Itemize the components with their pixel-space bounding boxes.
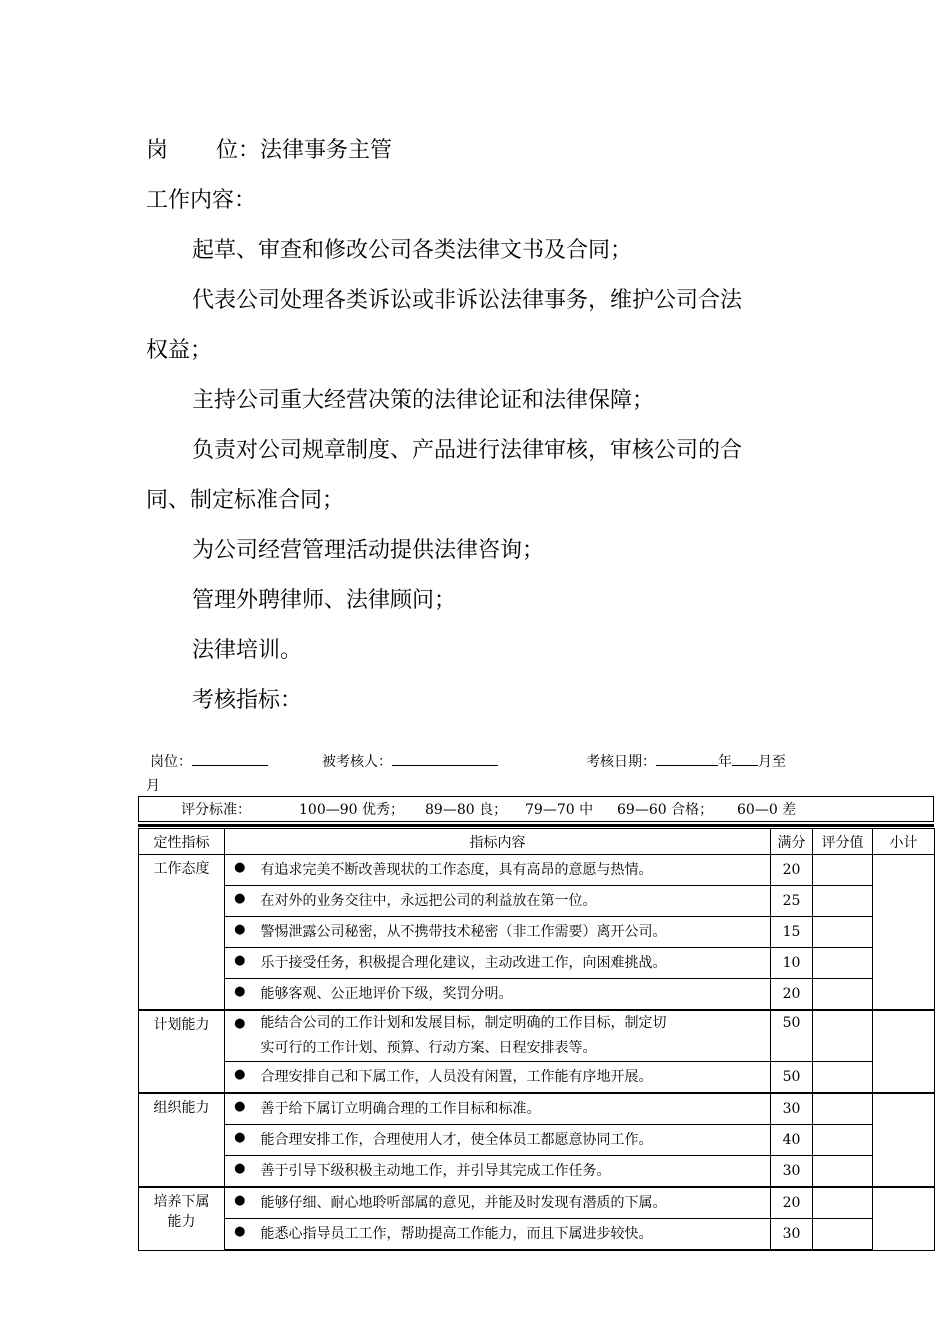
category-line2: 能力 [167, 1214, 196, 1230]
duty-item: 管理外聘律师、法律顾问； [192, 588, 457, 613]
score-input[interactable] [813, 1156, 873, 1188]
position-line [146, 136, 392, 166]
table-row [139, 979, 935, 1011]
item-text: 警惕泄露公司秘密，从不携带技术秘密（非工作需要）离开公司。 [255, 917, 771, 948]
subtotal-cell[interactable] [873, 1187, 935, 1250]
bullet-icon: ● [225, 855, 255, 886]
item-text: 在对外的业务交往中，永远把公司的利益放在第一位。 [255, 886, 771, 917]
bullet-icon: ● [225, 1219, 255, 1251]
item-text: 能悉心指导员工工作，帮助提高工作能力，而且下属进步较快。 [255, 1219, 771, 1251]
post-blank[interactable] [192, 751, 268, 766]
table-row [139, 1187, 935, 1219]
grade-average: 79—70 中 [525, 802, 594, 818]
month-to-label: 月至 [758, 754, 786, 770]
bullet-icon: ● [225, 1187, 255, 1219]
position-value: 位：法律事务主管 [216, 138, 393, 163]
header-full-score: 满分 [771, 829, 813, 855]
item-score: 40 [771, 1125, 813, 1156]
table-row [139, 1125, 935, 1156]
table-row [139, 1010, 935, 1062]
item-score: 20 [771, 979, 813, 1011]
item-score: 10 [771, 948, 813, 979]
duty-item: 起草、审查和修改公司各类法律文书及合同； [192, 238, 633, 263]
grade-excellent: 100—90 优秀； [299, 802, 404, 818]
score-input[interactable] [813, 1187, 873, 1219]
duty-item: 主持公司重大经营决策的法律论证和法律保障； [192, 388, 655, 413]
item-text: 善于引导下级积极主动地工作，并引导其完成工作任务。 [255, 1156, 771, 1188]
bullet-icon: ● [225, 917, 255, 948]
category-planning: 计划能力 [139, 1010, 225, 1093]
bullet-icon: ● [225, 1010, 255, 1062]
month-blank[interactable] [732, 751, 758, 766]
score-input[interactable] [813, 855, 873, 886]
grade-poor: 60—0 差 [737, 802, 797, 818]
bullet-icon: ● [225, 1062, 255, 1094]
subtotal-cell[interactable] [873, 1010, 935, 1093]
duty-item: 代表公司处理各类诉讼或非诉讼法律事务，维护公司合法 [192, 288, 743, 313]
table-row [139, 886, 935, 917]
score-input[interactable] [813, 1125, 873, 1156]
bullet-icon: ● [225, 1125, 255, 1156]
content-title: 工作内容： [146, 188, 257, 213]
subtotal-cell[interactable] [873, 855, 935, 1011]
position-label: 岗 [146, 138, 169, 163]
item-text-line2: 实可行的工作计划、预算、行动方案、日程安排表等。 [260, 1040, 597, 1056]
score-input[interactable] [813, 886, 873, 917]
year-blank[interactable] [656, 751, 718, 766]
category-organization: 组织能力 [139, 1093, 225, 1187]
score-input[interactable] [813, 1093, 873, 1125]
item-text: 有追求完美不断改善现状的工作态度，具有高昂的意愿与热情。 [255, 855, 771, 886]
duty-item: 法律培训。 [192, 638, 303, 663]
item-text: 能够仔细、耐心地聆听部属的意见，并能及时发现有潜质的下属。 [255, 1187, 771, 1219]
score-input[interactable] [813, 979, 873, 1011]
criteria-label: 评分标准： [181, 802, 251, 818]
item-text: 能合理安排工作，合理使用人才，使全体员工都愿意协同工作。 [255, 1125, 771, 1156]
date-label: 考核日期： [586, 754, 656, 770]
table-row [139, 1062, 935, 1094]
month-label: 月 [146, 778, 160, 794]
item-text [255, 1010, 771, 1062]
category-development [139, 1187, 225, 1250]
item-text: 善于给下属订立明确合理的工作目标和标准。 [255, 1093, 771, 1125]
item-score: 30 [771, 1219, 813, 1251]
date-field [586, 751, 786, 772]
duty-item: 为公司经营管理活动提供法律咨询； [192, 538, 545, 563]
item-score: 30 [771, 1093, 813, 1125]
item-score: 15 [771, 917, 813, 948]
item-text: 乐于接受任务，积极提合理化建议，主动改进工作，向困难挑战。 [255, 948, 771, 979]
bullet-icon: ● [225, 979, 255, 1011]
header-subtotal: 小计 [873, 829, 935, 855]
grade-pass: 69—60 合格； [617, 802, 714, 818]
score-input[interactable] [813, 917, 873, 948]
table-row [139, 1219, 935, 1251]
assessment-table [138, 828, 935, 1251]
item-score: 20 [771, 855, 813, 886]
item-text: 合理安排自己和下属工作，人员没有闲置，工作能有序地开展。 [255, 1062, 771, 1094]
table-header-row [139, 829, 935, 855]
item-score: 25 [771, 886, 813, 917]
header-category: 定性指标 [139, 829, 225, 855]
item-score: 50 [771, 1010, 813, 1062]
item-score: 50 [771, 1062, 813, 1094]
score-input[interactable] [813, 1219, 873, 1251]
bullet-icon: ● [225, 1093, 255, 1125]
score-input[interactable] [813, 948, 873, 979]
scoring-criteria [138, 796, 934, 822]
post-label: 岗位： [150, 754, 192, 770]
duty-item: 负责对公司规章制度、产品进行法律审核，审核公司的合 [192, 438, 743, 463]
bullet-icon: ● [225, 1156, 255, 1188]
item-score: 30 [771, 1156, 813, 1188]
item-text-line1: 能结合公司的工作计划和发展目标，制定明确的工作目标，制定切 [260, 1015, 667, 1031]
item-text: 能够客观、公正地评价下级，奖罚分明。 [255, 979, 771, 1011]
bullet-icon: ● [225, 886, 255, 917]
assessee-label: 被考核人： [322, 754, 392, 770]
assessee-blank[interactable] [392, 751, 498, 766]
header-content: 指标内容 [225, 829, 771, 855]
duty-item-cont: 权益； [146, 338, 213, 363]
assessee-field [322, 751, 498, 772]
table-row [139, 1093, 935, 1125]
header-score-value: 评分值 [813, 829, 873, 855]
category-line1: 培养下属 [153, 1194, 210, 1210]
subtotal-cell[interactable] [873, 1093, 935, 1187]
bullet-icon: ● [225, 948, 255, 979]
year-label: 年 [718, 754, 732, 770]
post-field [150, 751, 268, 772]
item-score: 20 [771, 1187, 813, 1219]
duty-item-cont: 同、制定标准合同； [146, 488, 345, 513]
score-input[interactable] [813, 1010, 873, 1062]
category-attitude: 工作态度 [139, 855, 225, 1011]
table-row [139, 855, 935, 886]
table-separator [138, 824, 934, 827]
score-input[interactable] [813, 1062, 873, 1094]
table-row [139, 1156, 935, 1188]
grade-good: 89—80 良； [425, 802, 508, 818]
assessment-title: 考核指标： [192, 688, 303, 713]
table-row [139, 948, 935, 979]
table-row [139, 917, 935, 948]
